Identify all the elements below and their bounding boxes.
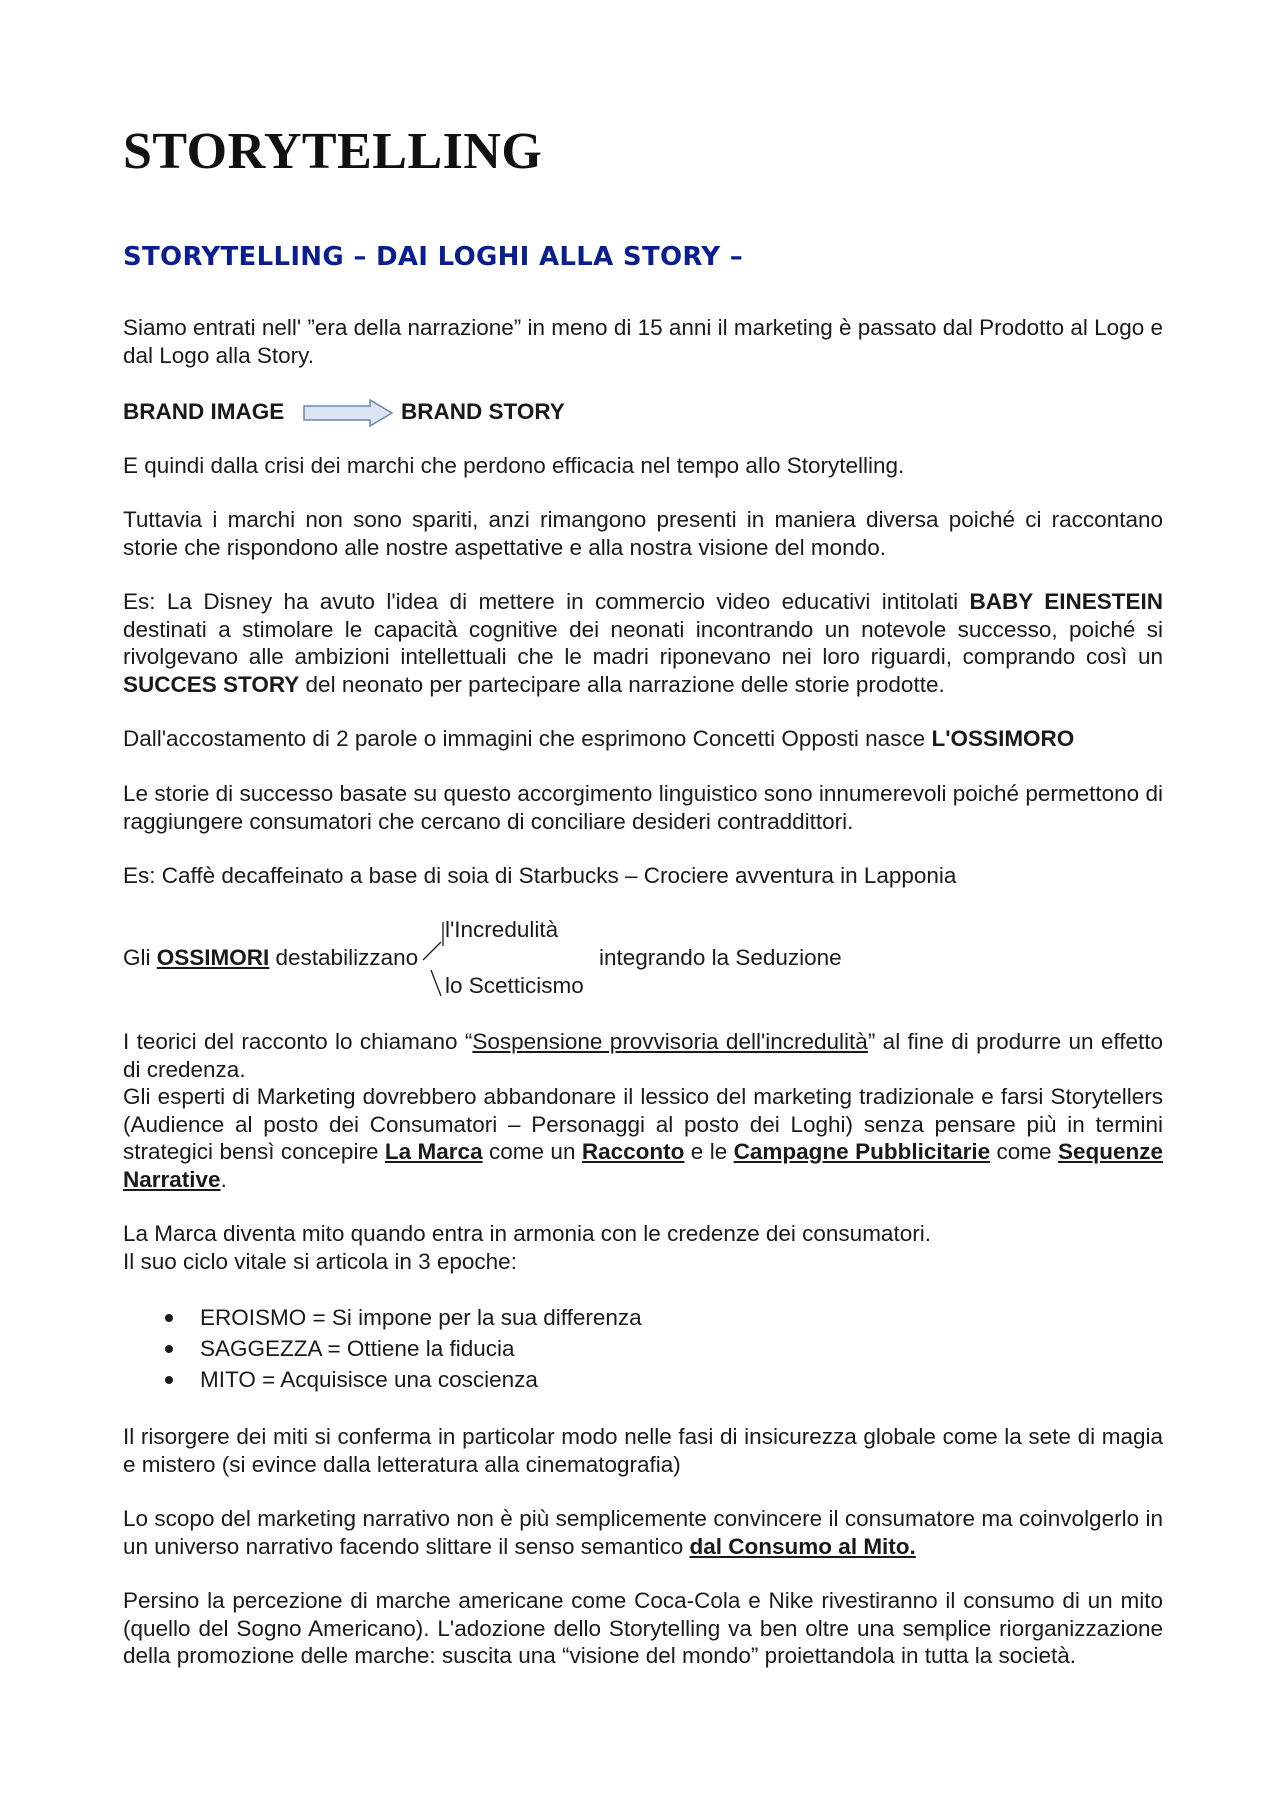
bullet-icon bbox=[165, 1376, 173, 1384]
brand-image-label: BRAND IMAGE bbox=[123, 399, 285, 424]
list-item: SAGGEZZA = Ottiene la fiducia bbox=[165, 1333, 642, 1364]
succes-story: SUCCES STORY bbox=[123, 671, 300, 697]
ossimori-top: l'Incredulità bbox=[445, 917, 559, 942]
bullet-icon bbox=[165, 1345, 173, 1353]
scopo-paragraph: Lo scopo del marketing narrativo non è più semplicemente convincere il consumatore ma coinvolgerlo in un universo narrativo facendo slittare il senso semantico dal Consumo al Mito. bbox=[123, 1506, 1163, 1559]
bullet-icon bbox=[165, 1314, 173, 1322]
ossimori-left: Gli OSSIMORI destabilizzano bbox=[123, 945, 419, 970]
ossimoro-keyword: L'OSSIMORO bbox=[931, 726, 1075, 751]
ossimori-right: integrando la Seduzione bbox=[599, 945, 842, 970]
list-item: EROISMO = Si impone per la sua differenza bbox=[165, 1302, 642, 1333]
persino-paragraph: Persino la percezione di marche americane come Coca-Cola e Nike rivestiranno il consumo di un mito (quello del Sogno Americano). L'adozione dello Storytelling va ben oltre una semplice riorganizzazione della promozione delle marche: suscita una “visione del mondo” proiettandola in tutta la società. bbox=[123, 1588, 1163, 1668]
ossimori-diagram bbox=[123, 916, 1023, 1006]
list-item: MITO = Acquisisce una coscienza bbox=[165, 1364, 642, 1395]
marca-mito-paragraph: La Marca diventa mito quando entra in armonia con le credenze dei consumatori. bbox=[123, 1221, 931, 1246]
risorgere-paragraph: Il risorgere dei miti si conferma in particolar modo nelle fasi di insicurezza globale come la sete di magia e mistero (si evince dalla letteratura alla cinematografia) bbox=[123, 1424, 1163, 1477]
branch-lines bbox=[421, 920, 461, 1000]
ossimori-bottom: lo Scetticismo bbox=[445, 973, 584, 998]
sospensione-link: Sospensione provvisoria dell'incredulità bbox=[472, 1029, 868, 1054]
epoche-list bbox=[165, 1302, 642, 1395]
page-title: STORYTELLING bbox=[123, 123, 543, 180]
crisis-paragraph: E quindi dalla crisi dei marchi che perdono efficacia nel tempo allo Storytelling. bbox=[123, 453, 905, 478]
ossimoro-paragraph: Dall'accostamento di 2 parole o immagini che esprimono Concetti Opposti nasce L'OSSIMORO bbox=[123, 726, 1075, 751]
ossimori-keyword: OSSIMORI bbox=[156, 945, 270, 970]
section-title: STORYTELLING – DAI LOGHI ALLA STORY – bbox=[123, 242, 744, 272]
esempio-caffe-paragraph: Es: Caffè decaffeinato a base di soia di Starbucks – Crociere avventura in Lapponia bbox=[123, 863, 957, 888]
ciclo-paragraph: Il suo ciclo vitale si articola in 3 epoche: bbox=[123, 1249, 517, 1274]
brand-story-label: BRAND STORY bbox=[401, 399, 565, 424]
right-arrow-icon bbox=[302, 398, 394, 428]
disney-paragraph: Es: La Disney ha avuto l'idea di mettere in commercio video educativi intitolati BABY EINESTEIN destinati a stimolare le capacità cognitive dei neonati incontrando un notevole successo, poiché si rivolgevano alle ambizioni intellettuali che le madri riponevano nei loro riguardi, comprando così un SUCCES STORY del neonato per partecipare alla narrazione delle storie prodotte. bbox=[123, 589, 1163, 697]
intro-paragraph: Siamo entrati nell' ”era della narrazione” in meno di 15 anni il marketing è passato dal Prodotto al Logo e dal Logo alla Story. bbox=[123, 315, 1163, 368]
consumo-mito: dal Consumo al Mito. bbox=[689, 1533, 916, 1559]
baby-einestein: BABY EINESTEIN bbox=[969, 589, 1163, 614]
esperti-paragraph: Gli esperti di Marketing dovrebbero abbandonare il lessico del marketing tradizionale e farsi Storytellers (Audience al posto dei Consumatori – Personaggi al posto dei Loghi) senza pensare più in termini strategici bensì concepire La Marca come un Racconto e le Campagne Pubblicitarie come Sequenze Narrative. bbox=[123, 1084, 1164, 1192]
teorici-paragraph: I teorici del racconto lo chiamano “Sospensione provvisoria dell'incredulità” al fine di produrre un effetto di credenza. bbox=[123, 1029, 1163, 1082]
storie-successo-paragraph: Le storie di successo basate su questo accorgimento linguistico sono innumerevoli poiché permettono di raggiungere consumatori che cercano di conciliare desideri contraddittori. bbox=[123, 781, 1163, 834]
brand-transition bbox=[123, 398, 723, 428]
tuttavia-paragraph: Tuttavia i marchi non sono spariti, anzi rimangono presenti in maniera diversa poiché ci raccontano storie che rispondono alle nostre aspettative e alla nostra visione del mondo. bbox=[123, 507, 1163, 560]
